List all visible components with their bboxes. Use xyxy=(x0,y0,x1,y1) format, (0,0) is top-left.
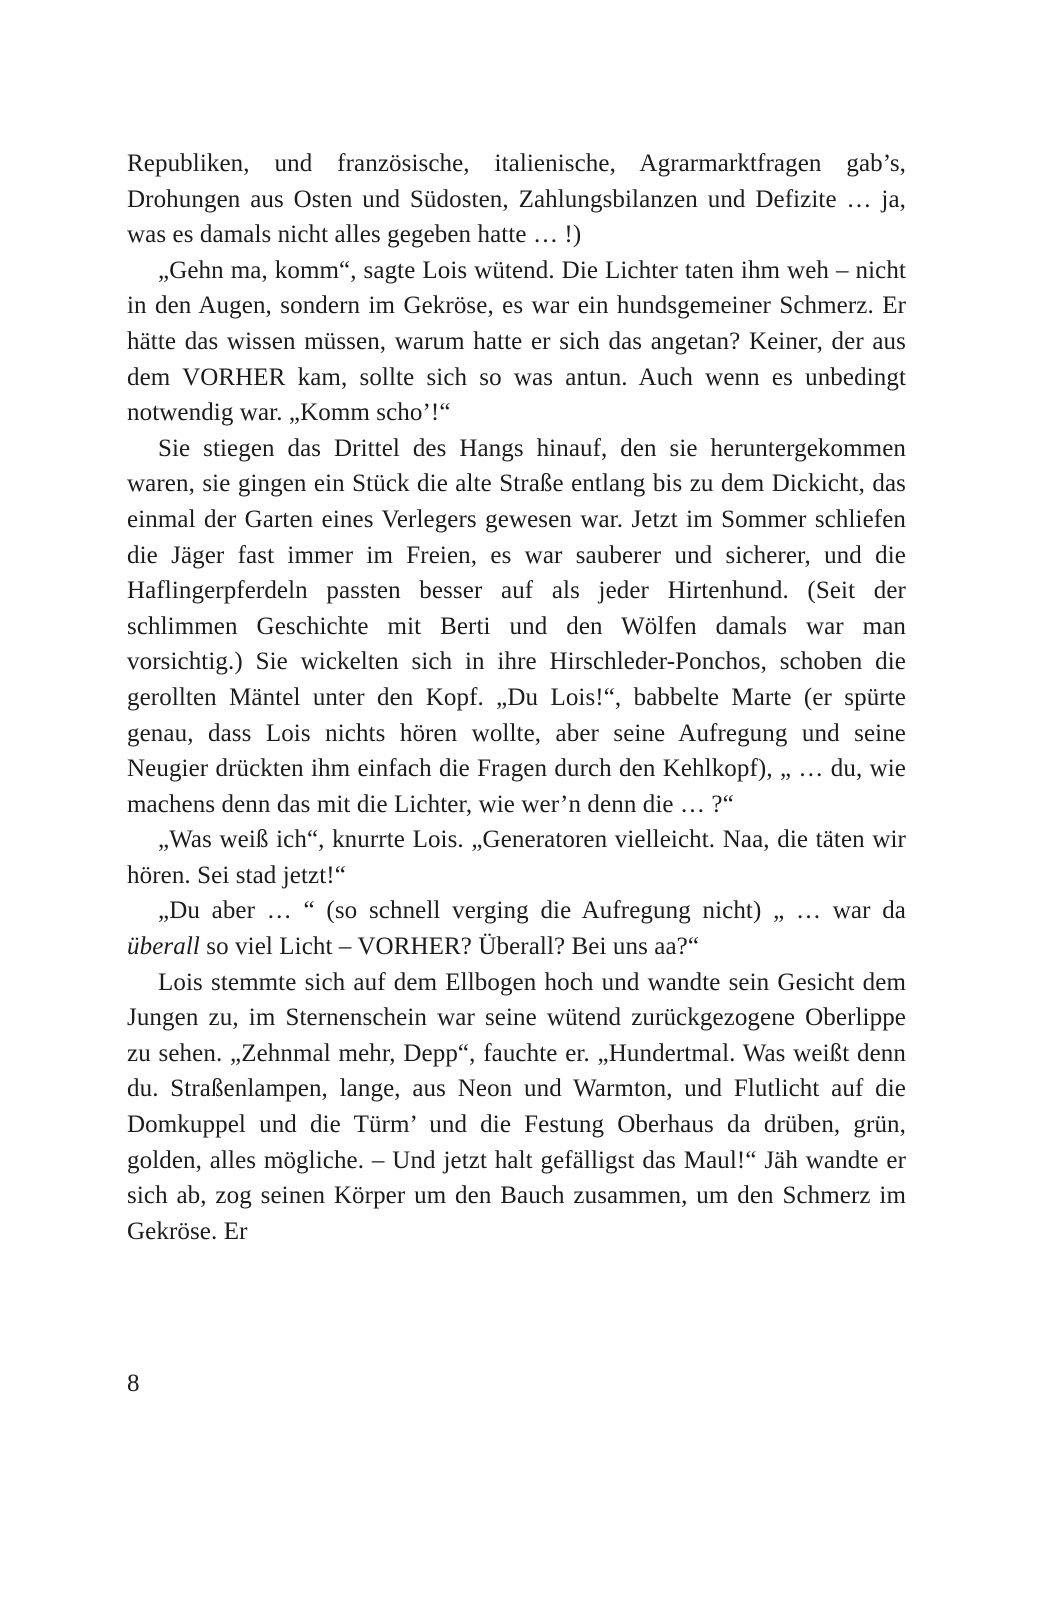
paragraph-4: „Was weiß ich“, knurrte Lois. „Generatoren vielleicht. Naa, die täten wir hören. Sei stad jetzt!“ xyxy=(127,826,906,889)
paragraph-5-segment-3: so viel Licht – VORHER? Überall? Bei uns aa?“ xyxy=(199,933,700,961)
paragraph-6: Lois stemmte sich auf dem Ellbogen hoch und wandte sein Gesicht dem Jungen zu, im Sternenschein war seine wütend zurückgezogene Oberlippe zu sehen. „Zehnmal mehr, Depp“, fauchte er. „Hundertmal. Was weißt denn du. Straßenlampen, lange, aus Neon und Warmton, und Flutlicht auf die Domkuppel und die Türm’ und die Festung Oberhaus da drüben, grün, golden, alles mögliche. – Und jetzt halt gefälligst das Maul!“ Jäh wandte er sich ab, zog seinen Körper um den Bauch zusammen, um den Schmerz im Gekröse. Er xyxy=(127,968,906,1245)
paragraph-3: Sie stiegen das Drittel des Hangs hinauf, den sie heruntergekommen waren, sie gingen ein Stück die alte Straße entlang bis zu dem Dickicht, das einmal der Garten eines Verlegers gewesen war. Jetzt im Sommer schliefen die Jäger fast immer im Freien, es war sauberer und sicherer, und die Haflingerpferdeln passten besser auf als jeder Hirtenhund. (Seit der schlimmen Geschichte mit Berti und den Wölfen damals war man vorsichtig.) Sie wickelten sich in ihre Hirschleder-Ponchos, schoben die gerollten Mäntel unter den Kopf. „Du Lois!“, babbelte Marte (er spürte genau, dass Lois nichts hören wollte, aber seine Aufregung und seine Neugier drückten ihm einfach die Fragen durch den Kehlkopf), „ … du, wie machens denn das mit die Lichter, wie wer’n denn die … ?“ xyxy=(127,434,906,818)
paragraph-2: „Gehn ma, komm“, sagte Lois wütend. Die Lichter taten ihm weh – nicht in den Augen, sondern im Gekröse, es war ein hundsgemeiner Schmerz. Er hätte das wissen müssen, warum hatte er sich das angetan? Keiner, der aus dem VORHER kam, sollte sich so was antun. Auch wenn es unbedingt notwendig war. „Komm scho’!“ xyxy=(127,256,906,427)
paragraph-1: Republiken, und französische, italienische, Agrarmarktfragen gab’s, Drohungen aus Osten und Südosten, Zahlungsbilanzen und Defizite … ja, was es damals nicht alles gegeben hatte … !) xyxy=(127,150,906,249)
paragraph-5-italic-word: überall xyxy=(127,933,200,961)
text-block xyxy=(127,146,906,1249)
paragraph-5-segment-1: „Du aber … “ (so schnell verging die Aufregung nicht) „ … war da xyxy=(158,897,906,925)
page-number: 8 xyxy=(127,1370,140,1397)
paragraph-5 xyxy=(127,893,906,964)
